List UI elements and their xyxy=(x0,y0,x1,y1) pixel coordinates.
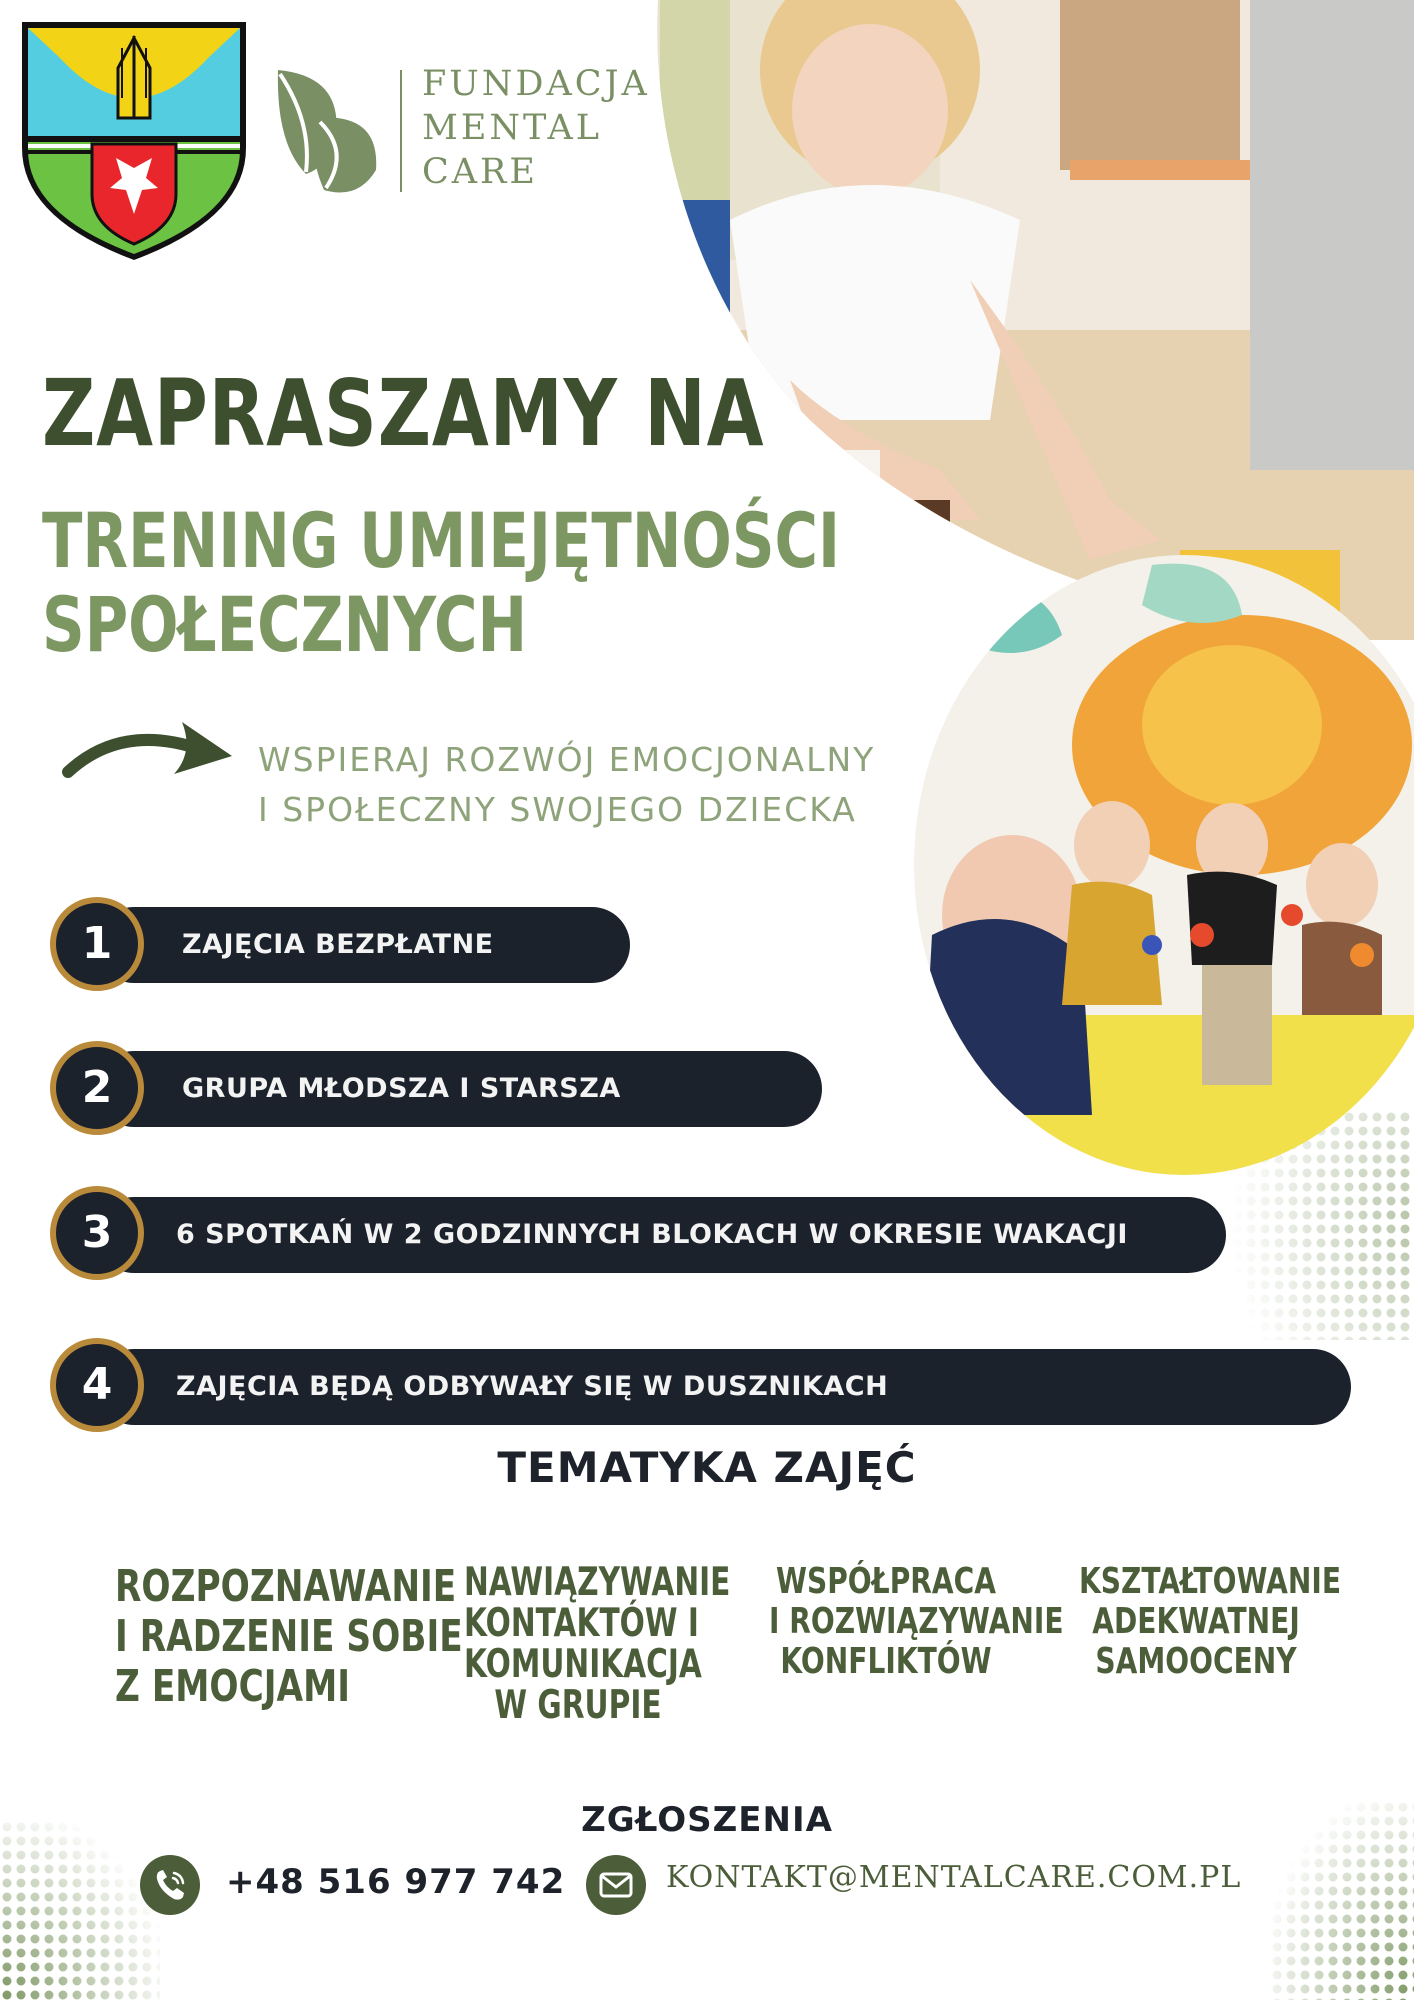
feature-pill xyxy=(96,1197,1226,1273)
leaves-icon xyxy=(272,62,384,200)
phone-number-link[interactable]: +48 516 977 742 xyxy=(226,1862,566,1902)
foundation-name-line: CARE xyxy=(422,152,538,192)
topic-line: W GRUPIE xyxy=(494,1683,662,1728)
topic-item xyxy=(1046,1562,1346,1682)
feature-text: ZAJĘCIA BEZPŁATNE xyxy=(182,929,494,960)
topic-item xyxy=(82,1561,463,1712)
feature-text: 6 SPOTKAŃ W 2 GODZINNYCH BLOKACH W OKRESIE WAKACJI xyxy=(176,1219,1128,1250)
children-photo-circle xyxy=(912,555,1414,1175)
foundation-name-line: FUNDACJA xyxy=(422,64,650,104)
feature-pill xyxy=(96,1051,822,1127)
feature-text: ZAJĘCIA BĘDĄ ODBYWAŁY SIĘ W DUSZNIKACH xyxy=(176,1371,889,1402)
feature-pill xyxy=(96,1349,1351,1425)
phone-icon xyxy=(140,1855,200,1915)
feature-pill xyxy=(96,907,630,983)
topic-line: KONTAKTÓW I xyxy=(464,1601,699,1646)
foundation-name-line: MENTAL xyxy=(422,108,602,148)
feature-number-badge: 4 xyxy=(50,1338,144,1432)
topic-line: SAMOOCENY xyxy=(1095,1641,1297,1682)
feature-text: GRUPA MŁODSZA I STARSZA xyxy=(182,1073,621,1104)
headline-invite: ZAPRASZAMY NA xyxy=(42,360,765,467)
coat-of-arms-icon xyxy=(18,18,250,264)
topic-line: WSPÓŁPRACA xyxy=(776,1561,996,1602)
topics-title: TEMATYKA ZAJĘĆ xyxy=(497,1443,917,1492)
logo-divider xyxy=(400,70,402,192)
topic-item xyxy=(736,1561,1064,1682)
topic-line: NAWIĄZYWANIE xyxy=(464,1560,731,1605)
topic-line: ROZPOZNAWANIE xyxy=(115,1561,457,1612)
topic-line: I ROZWIĄZYWANIE xyxy=(769,1601,1064,1642)
support-text: I SPOŁECZNY SWOJEGO DZIECKA xyxy=(258,790,857,829)
feature-number-badge: 3 xyxy=(50,1186,144,1280)
email-link[interactable]: KONTAKT@MENTALCARE.COM.PL xyxy=(666,1860,1242,1895)
topic-line: KOMUNIKACJA xyxy=(464,1642,702,1687)
contact-title: ZGŁOSZENIA xyxy=(581,1800,833,1840)
headline-training: TRENING UMIEJĘTNOŚCI xyxy=(42,496,841,585)
topic-line: I RADZENIE SOBIE xyxy=(115,1611,463,1662)
headline-training: SPOŁECZNYCH xyxy=(42,580,528,669)
curved-arrow-icon xyxy=(62,712,238,782)
topic-line: KSZTAŁTOWANIE xyxy=(1079,1561,1342,1602)
envelope-icon xyxy=(586,1855,646,1915)
topic-line: ADEKWATNEJ xyxy=(1092,1601,1300,1642)
dot-pattern-decoration xyxy=(0,1820,160,2000)
topic-item xyxy=(428,1560,731,1728)
feature-number-badge: 1 xyxy=(50,897,144,991)
feature-number-badge: 2 xyxy=(50,1041,144,1135)
topic-line: KONFLIKTÓW xyxy=(780,1641,992,1682)
support-text: WSPIERAJ ROZWÓJ EMOCJONALNY xyxy=(258,740,876,779)
topic-line: Z EMOCJAMI xyxy=(115,1661,351,1712)
